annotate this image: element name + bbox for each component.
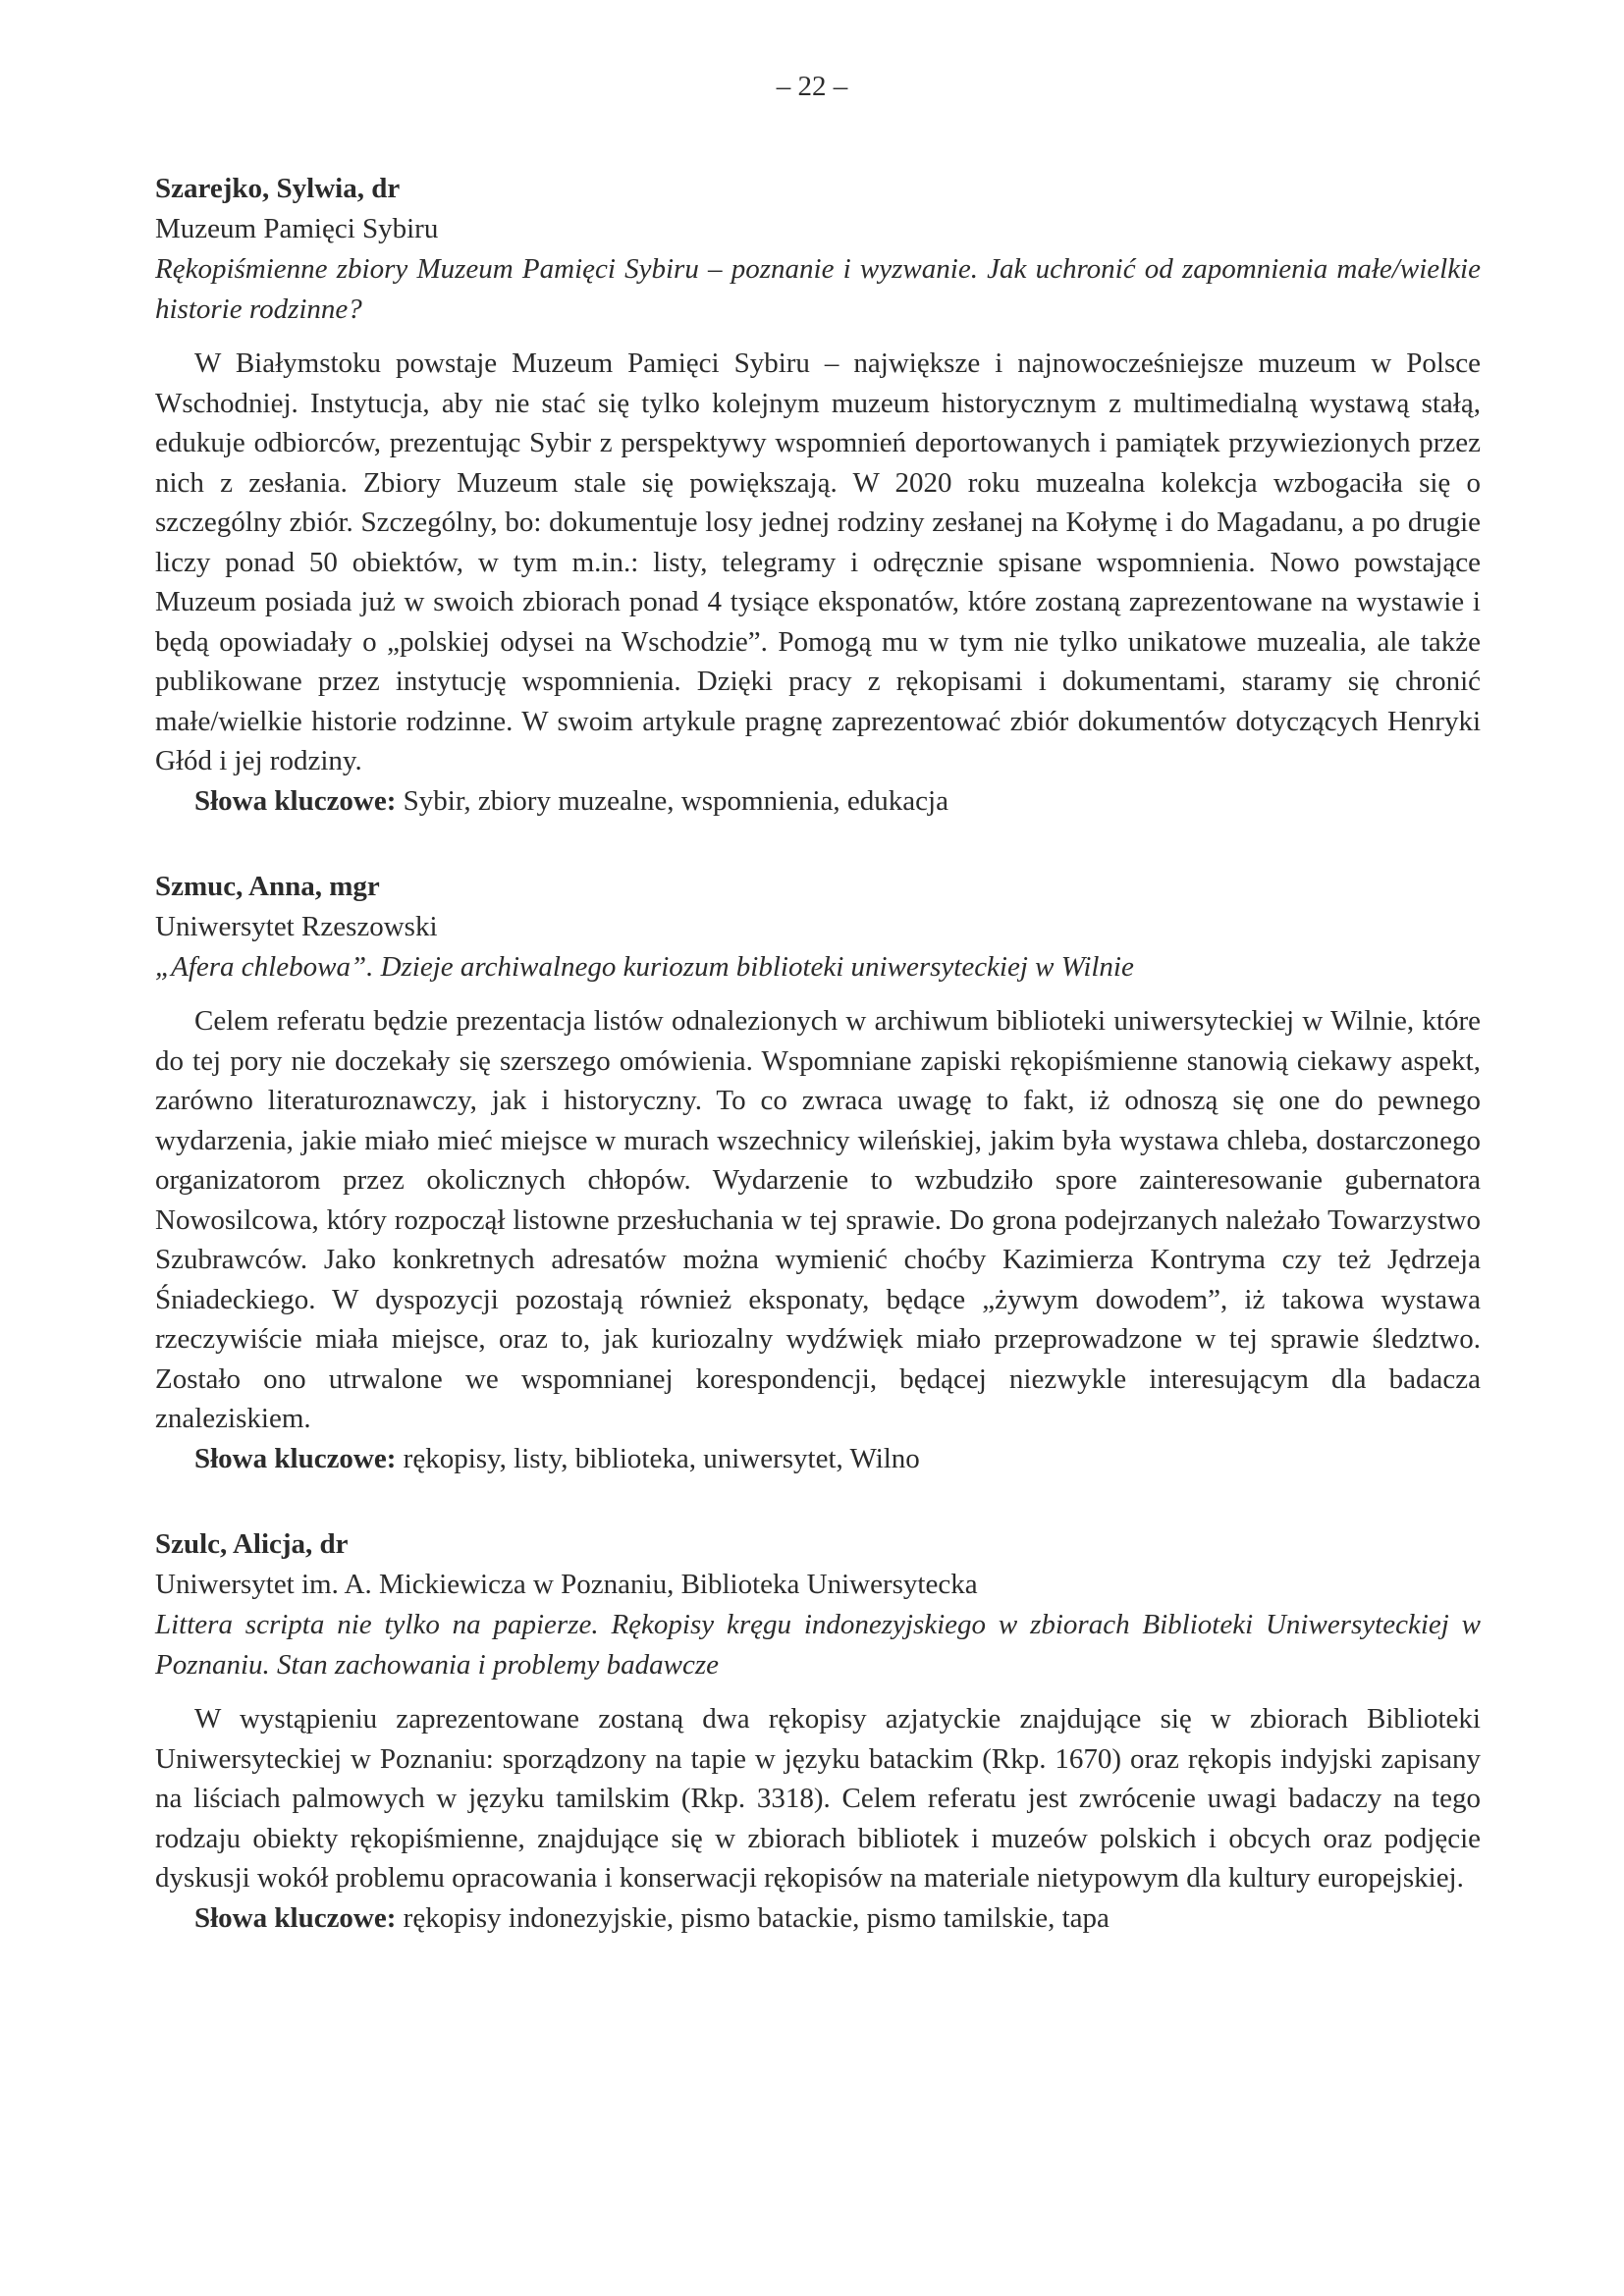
entry-szarejko	[155, 169, 1481, 821]
entry-affiliation: Uniwersytet Rzeszowski	[155, 911, 438, 942]
keywords-text: rękopisy indonezyjskie, pismo batackie, pismo tamilskie, tapa	[396, 1901, 1110, 1934]
abstract-text: W Białymstoku powstaje Muzeum Pamięci Sybiru – największe i najnowocześniejsze muzeum w Polsce Wschodniej. Instytucja, aby nie stać się tylko kolejnym muzeum historycznym z multimedialną wystawą stałą, edukuje odbiorców, prezentując Sybir z perspektywy wspomnień deportowanych i pamiątek przywiezionych przez nich z zesłania. Zbiory Muzeum stale się powiększają. W 2020 roku muzealna kolekcja wzbogaciła się o szczególny zbiór. Szczególny, bo: dokumentuje losy jednej rodziny zesłanej na Kołymę i do Magadanu, a po drugie liczy ponad 50 obiektów, w tym m.in.: listy, telegramy i odręcznie spisane wspomnienia. Nowo powstające Muzeum posiada już w swoich zbiorach ponad 4 tysiące eksponatów, które zostaną zaprezentowane na wystawie i będą opowiadały o „polskiej odysei na Wschodzie”. Pomogą mu w tym nie tylko unikatowe muzealia, ale także publikowane przez instytucję wspomnienia. Dzięki pracy z rękopisami i dokumentami, staramy się chronić małe/wielkie historie rodzinne. W swoim artykule pragnę zaprezentować zbiór dokumentów dotyczących Henryki Głód i jej rodziny.	[155, 347, 1481, 776]
entry-title: Littera scripta nie tylko na papierze. Rękopisy kręgu indonezyjskiego w zbiorach Biblioteki Uniwersyteckiej w Poznaniu. Stan zachowania i problemy badawcze	[155, 1609, 1481, 1681]
page-number: – 22 –	[776, 71, 848, 102]
keywords-label: Słowa kluczowe:	[194, 1901, 397, 1934]
entry-keywords	[155, 781, 1481, 822]
keywords-text: Sybir, zbiory muzealne, wspomnienia, edukacja	[396, 784, 948, 817]
entry-author: Szarejko, Sylwia, dr	[155, 173, 401, 204]
entry-author: Szmuc, Anna, mgr	[155, 871, 380, 902]
entry-szulc	[155, 1524, 1481, 1938]
entry-keywords	[155, 1898, 1481, 1939]
abstract-text: W wystąpieniu zaprezentowane zostaną dwa rękopisy azjatyckie znajdujące się w zbiorach Biblioteki Uniwersyteckiej w Poznaniu: sporządzony na tapie w języku batackim (Rkp. 1670) oraz rękopis indyjski zapisany na liściach palmowych w języku tamilskim (Rkp. 3318). Celem referatu jest zwrócenie uwagi badaczy na tego rodzaju obiekty rękopiśmienne, znajdujące się w zbiorach bibliotek i muzeów polskich i obcych oraz podjęcie dyskusji wokół problemu opracowania i konserwacji rękopisów na materiale nietypowym dla kultury europejskiej.	[155, 1703, 1481, 1894]
entry-abstract	[155, 1001, 1481, 1439]
entry-author: Szulc, Alicja, dr	[155, 1528, 349, 1560]
entry-title: „Afera chlebowa”. Dzieje archiwalnego kuriozum biblioteki uniwersyteckiej w Wilnie	[155, 951, 1134, 983]
entry-szmuc	[155, 867, 1481, 1478]
keywords-label: Słowa kluczowe:	[194, 1442, 397, 1474]
page-content	[155, 169, 1481, 1984]
entry-affiliation: Uniwersytet im. A. Mickiewicza w Poznaniu, Biblioteka Uniwersytecka	[155, 1569, 978, 1600]
entry-affiliation: Muzeum Pamięci Sybiru	[155, 213, 439, 244]
entry-title: Rękopiśmienne zbiory Muzeum Pamięci Sybiru – poznanie i wyzwanie. Jak uchronić od zapomnienia małe/wielkie historie rodzinne?	[155, 253, 1481, 325]
keywords-text: rękopisy, listy, biblioteka, uniwersytet, Wilno	[396, 1442, 920, 1474]
entry-keywords	[155, 1439, 1481, 1479]
entry-abstract	[155, 344, 1481, 781]
keywords-label: Słowa kluczowe:	[194, 784, 397, 817]
entry-abstract	[155, 1699, 1481, 1898]
abstract-text: Celem referatu będzie prezentacja listów odnalezionych w archiwum biblioteki uniwersyteckiej w Wilnie, które do tej pory nie doczekały się szerszego omówienia. Wspomniane zapiski rękopiśmienne stanowią ciekawy aspekt, zarówno literaturoznawczy, jak i historyczny. To co zwraca uwagę to fakt, iż odnoszą się one do pewnego wydarzenia, jakie miało mieć miejsce w murach wszechnicy wileńskiej, jakim była wystawa chleba, dostarczonego organizatorom przez okolicznych chłopów. Wydarzenie to wzbudziło spore zainteresowanie gubernatora Nowosilcowa, który rozpoczął listowne przesłuchania w tej sprawie. Do grona podejrzanych należało Towarzystwo Szubrawców. Jako konkretnych adresatów można wymienić choćby Kazimierza Kontryma czy też Jędrzeja Śniadeckiego. W dyspozycji pozostają również eksponaty, będące „żywym dowodem”, iż takowa wystawa rzeczywiście miała miejsce, oraz to, jak kuriozalny wydźwięk miało przeprowadzone w tej sprawie śledztwo. Zostało ono utrwalone we wspomnianej korespondencji, będącej niezwykle interesującym dla badacza znaleziskiem.	[155, 1005, 1481, 1434]
